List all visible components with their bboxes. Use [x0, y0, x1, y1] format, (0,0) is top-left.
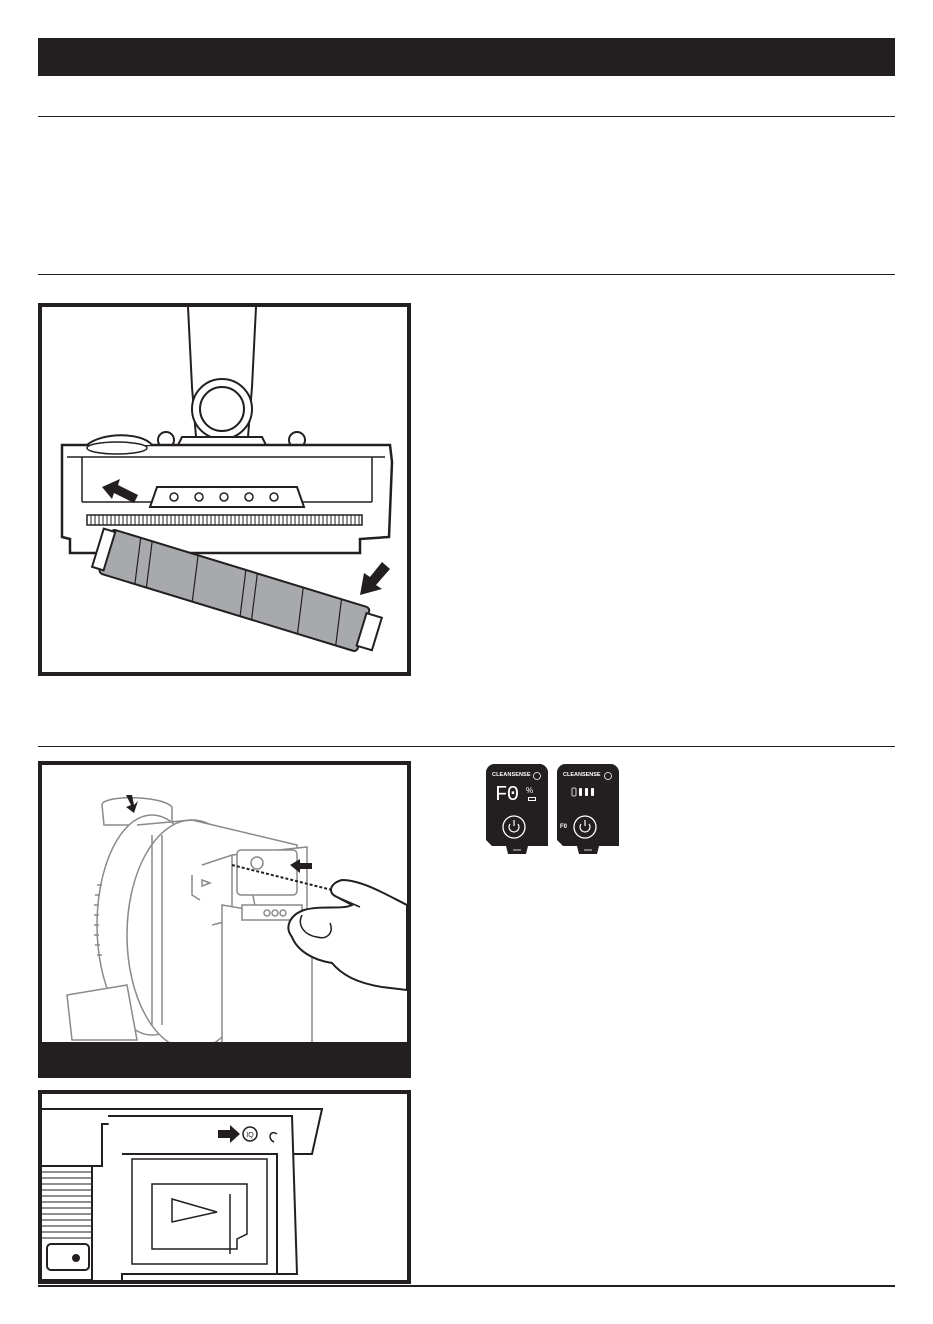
sensor-housing-illustration: [38, 1090, 411, 1284]
section-rule-1: [38, 116, 895, 117]
header-bar: [38, 38, 895, 76]
caption-bar: [38, 1042, 411, 1078]
display-panel-left: [486, 764, 548, 854]
display-panel-right: [557, 764, 619, 854]
sensor-cleaning-illustration: [38, 761, 411, 1045]
brushroll-illustration: [38, 303, 411, 676]
battery-icon: [528, 797, 536, 801]
brushroll-drawing: [42, 307, 407, 672]
display-unit: %: [526, 786, 534, 795]
arrow-icon: [360, 562, 390, 595]
svg-text:IQ: IQ: [246, 1132, 254, 1139]
sensor-housing-drawing: [42, 1094, 407, 1280]
section-rule-2: [38, 274, 895, 275]
display-brand: CLEANSENSE: [492, 772, 531, 778]
display-code: F0: [560, 824, 568, 830]
display-brand: CLEANSENSE: [563, 772, 601, 778]
section-rule-3: [38, 746, 895, 747]
display-code: F0: [495, 784, 519, 807]
bottom-rule: [38, 1285, 895, 1287]
sensor-cleaning-drawing: [42, 765, 407, 1045]
